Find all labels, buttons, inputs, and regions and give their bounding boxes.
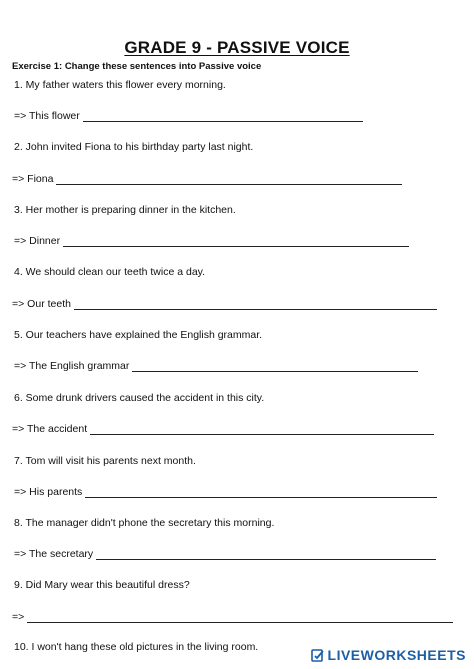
answer-row-1 [14, 110, 363, 122]
answer-row-5 [14, 360, 418, 372]
answer-prefix-4: => Our teeth [12, 298, 71, 310]
question-4: 4. We should clean our teeth twice a day. [14, 266, 206, 278]
answer-row-6 [12, 423, 434, 435]
answer-prefix-5: => The English grammar [14, 360, 130, 372]
question-1: 1. My father waters this flower every morning. [14, 79, 226, 91]
answer-prefix-7: => His parents [14, 486, 83, 498]
answer-prefix-1: => This flower [14, 110, 80, 122]
question-8: 8. The manager didn't phone the secretary this morning. [14, 517, 275, 529]
question-9: 9. Did Mary wear this beautiful dress? [14, 579, 190, 591]
question-2: 2. John invited Fiona to his birthday party last night. [14, 141, 254, 153]
answer-blank-1[interactable] [83, 111, 363, 122]
answer-row-7 [14, 486, 437, 498]
answer-blank-5[interactable] [132, 361, 418, 372]
answer-prefix-2: => Fiona [12, 173, 54, 185]
answer-blank-6[interactable] [90, 424, 434, 435]
question-6: 6. Some drunk drivers caused the accident in this city. [14, 392, 265, 404]
answer-blank-9[interactable] [27, 612, 453, 623]
answer-blank-3[interactable] [63, 236, 409, 247]
liveworksheets-logo-icon [311, 648, 325, 662]
exercise-instruction: Exercise 1: Change these sentences into Passive voice [12, 61, 262, 72]
answer-prefix-3: => Dinner [14, 235, 61, 247]
question-5: 5. Our teachers have explained the English grammar. [14, 329, 263, 341]
answer-row-2 [12, 173, 402, 185]
answer-row-4 [12, 298, 437, 310]
answer-row-3 [14, 235, 409, 247]
answer-blank-2[interactable] [56, 174, 402, 185]
liveworksheets-logo [311, 647, 466, 663]
question-10: 10. I won't hang these old pictures in the living room. [14, 641, 259, 653]
answer-prefix-9: => [12, 611, 25, 623]
answer-blank-7[interactable] [85, 487, 437, 498]
answer-prefix-8: => The secretary [14, 548, 94, 560]
answer-blank-4[interactable] [74, 299, 437, 310]
question-3: 3. Her mother is preparing dinner in the kitchen. [14, 204, 236, 216]
answer-prefix-6: => The accident [12, 423, 88, 435]
question-7: 7. Tom will visit his parents next month. [14, 455, 196, 467]
answer-row-8 [14, 548, 436, 560]
worksheet-title: GRADE 9 - PASSIVE VOICE [124, 38, 350, 57]
answer-row-9 [12, 611, 453, 623]
answer-blank-8[interactable] [96, 549, 436, 560]
liveworksheets-logo-text: LIVEWORKSHEETS [327, 647, 466, 663]
